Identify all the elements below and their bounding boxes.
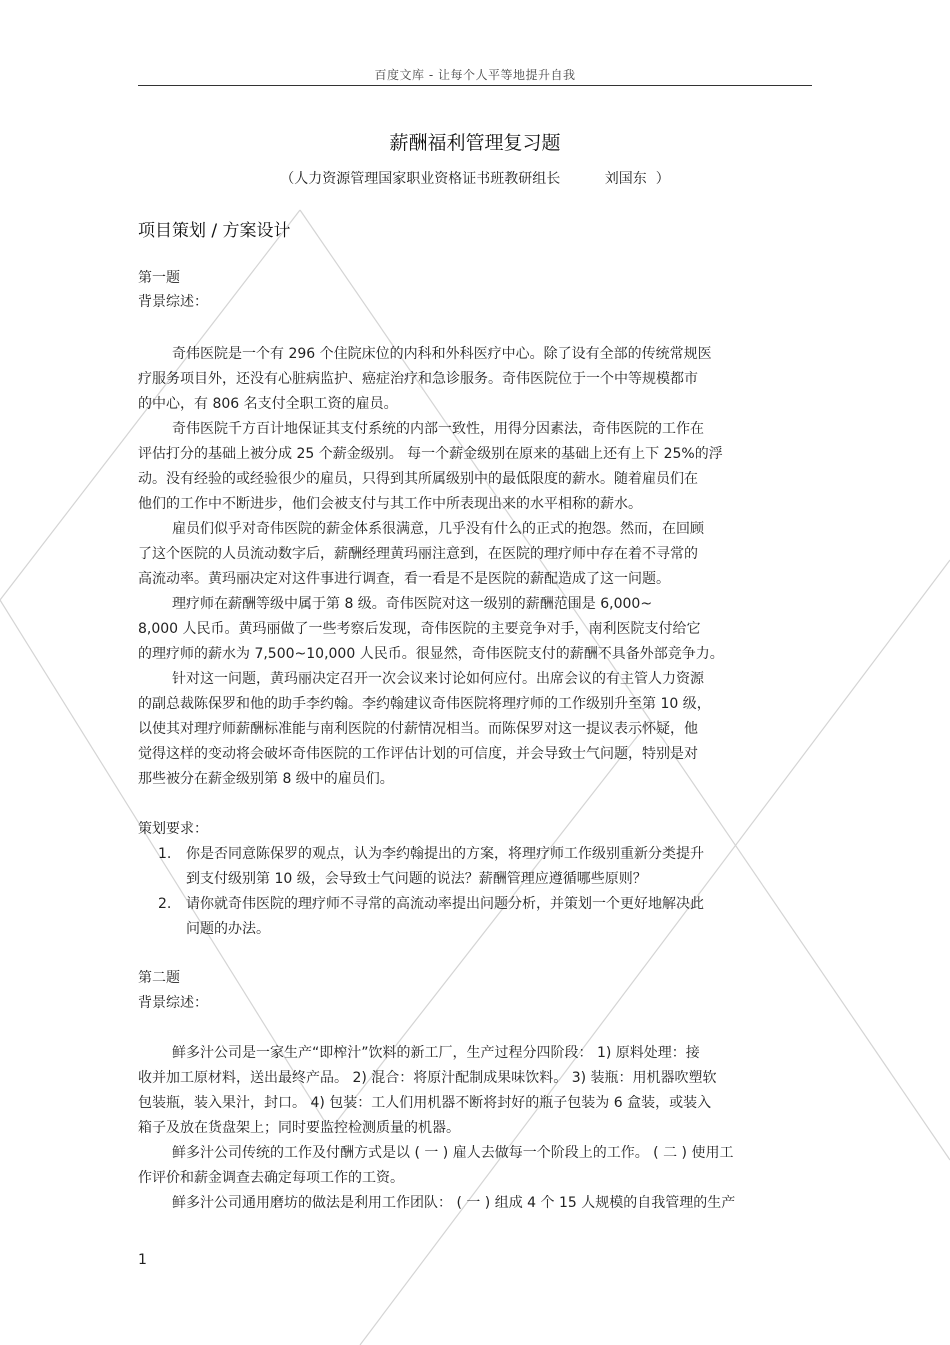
q1-paragraph-line: 理疗师在薪酬等级中属于第 8 级。奇伟医院对这一级别的薪酬范围是 6,000~ bbox=[172, 596, 653, 612]
q2-paragraph-line: 包装瓶，装入果汁，封口。 4) 包装：工人们用机器不断将封好的瓶子包装为 6 盒装，或装入 bbox=[138, 1095, 712, 1111]
q1-paragraph-line: 评估打分的基础上被分成 25 个薪金级别。 每一个薪金级别在原来的基础上还有上下 25%的浮 bbox=[138, 446, 723, 462]
q1-requirements-label: 策划要求： bbox=[138, 821, 208, 837]
q1-paragraph-line: 的中心，有 806 名支付全职工资的雇员。 bbox=[138, 396, 398, 412]
section-title: 项目策划 / 方案设计 bbox=[138, 221, 291, 241]
requirement-2-text: 问题的办法。 bbox=[186, 921, 270, 937]
q1-paragraph-line: 那些被分在薪金级别第 8 级中的雇员们。 bbox=[138, 771, 394, 787]
q1-paragraph-line: 奇伟医院千方百计地保证其支付系统的内部一致性，用得分因素法，奇伟医院的工作在 bbox=[172, 421, 704, 437]
q2-paragraph-line: 鲜多汁公司通用磨坊的做法是利用工作团队： ( 一 ) 组成 4 个 15 人规模的自我管理的生产 bbox=[172, 1195, 736, 1211]
header-divider bbox=[138, 85, 812, 86]
q1-paragraph-line: 了这个医院的人员流动数字后，薪酬经理黄玛丽注意到，在医院的理疗师中存在着不寻常的 bbox=[138, 546, 698, 562]
q2-paragraph-line: 鲜多汁公司是一家生产“即榨汁”饮料的新工厂，生产过程分四阶段： 1) 原料处理：接 bbox=[172, 1045, 700, 1061]
requirement-1-number: 1. bbox=[158, 846, 172, 862]
q1-paragraph-line: 奇伟医院是一个有 296 个住院床位的内科和外科医疗中心。除了设有全部的传统常规医 bbox=[172, 346, 712, 362]
q1-paragraph-line: 高流动率。黄玛丽决定对这件事进行调查，看一看是不是医院的薪配造成了这一问题。 bbox=[138, 571, 670, 587]
q2-background-label: 背景综述： bbox=[138, 995, 208, 1011]
q1-paragraph-line: 动。没有经验的或经验很少的雇员，只得到其所属级别中的最低限度的薪水。随着雇员们在 bbox=[138, 471, 698, 487]
requirement-2-text: 请你就奇伟医院的理疗师不寻常的高流动率提出问题分析，并策划一个更好地解决此 bbox=[186, 896, 704, 912]
q1-paragraph-line: 以使其对理疗师薪酬标准能与南利医院的付薪情况相当。而陈保罗对这一提议表示怀疑，他 bbox=[138, 721, 698, 737]
q1-paragraph-line: 针对这一问题，黄玛丽决定召开一次会议来讨论如何应付。出席会议的有主管人力资源 bbox=[172, 671, 704, 687]
q2-paragraph-line: 作评价和薪金调查去确定每项工作的工资。 bbox=[138, 1170, 404, 1186]
q1-paragraph-line: 8,000 人民币。黄玛丽做了一些考察后发现，奇伟医院的主要竞争对手，南利医院支付给它 bbox=[138, 621, 701, 637]
document-title: 薪酬福利管理复习题 bbox=[389, 132, 561, 154]
q2-paragraph-line: 鲜多汁公司传统的工作及付酬方式是以 ( 一 ) 雇人去做每一个阶段上的工作。 ( 二 ) 使用工 bbox=[172, 1145, 734, 1161]
q1-paragraph-line: 雇员们似乎对奇伟医院的薪金体系很满意，几乎没有什么的正式的抱怨。然而，在回顾 bbox=[172, 521, 704, 537]
q2-paragraph-line: 箱子及放在货盘架上；同时要监控检测质量的机器。 bbox=[138, 1120, 460, 1136]
requirement-1-text: 到支付级别第 10 级，会导致士气问题的说法？薪酬管理应遵循哪些原则？ bbox=[186, 871, 647, 887]
q1-paragraph-line: 他们的工作中不断进步，他们会被支付与其工作中所表现出来的水平相称的薪水。 bbox=[138, 496, 642, 512]
document-subtitle: （人力资源管理国家职业资格证书班教研组长 刘国东 ） bbox=[280, 171, 670, 187]
page-number: 1 bbox=[138, 1252, 147, 1268]
question-2-heading: 第二题 bbox=[138, 970, 180, 986]
q1-background-label: 背景综述： bbox=[138, 294, 208, 310]
q1-paragraph-line: 觉得这样的变动将会破坏奇伟医院的工作评估计划的可信度，并会导致士气问题，特别是对 bbox=[138, 746, 698, 762]
q1-paragraph-line: 的副总裁陈保罗和他的助手李约翰。李约翰建议奇伟医院将理疗师的工作级别升至第 10 级， bbox=[138, 696, 711, 712]
q1-paragraph-line: 的理疗师的薪水为 7,500~10,000 人民币。很显然，奇伟医院支付的薪酬不具备外部竞争力。 bbox=[138, 646, 724, 662]
q2-paragraph-line: 收并加工原材料，送出最终产品。 2) 混合：将原汁配制成果味饮料。 3) 装瓶：用机器吹塑软 bbox=[138, 1070, 717, 1086]
requirement-1-text: 你是否同意陈保罗的观点，认为李约翰提出的方案，将理疗师工作级别重新分类提升 bbox=[186, 846, 704, 862]
document-header: 百度文库 - 让每个人平等地提升自我 bbox=[374, 68, 576, 82]
requirement-2-number: 2. bbox=[158, 896, 172, 912]
q1-paragraph-line: 疗服务项目外，还没有心脏病监护、癌症治疗和急诊服务。奇伟医院位于一个中等规模都市 bbox=[138, 371, 698, 387]
question-1-heading: 第一题 bbox=[138, 270, 180, 286]
